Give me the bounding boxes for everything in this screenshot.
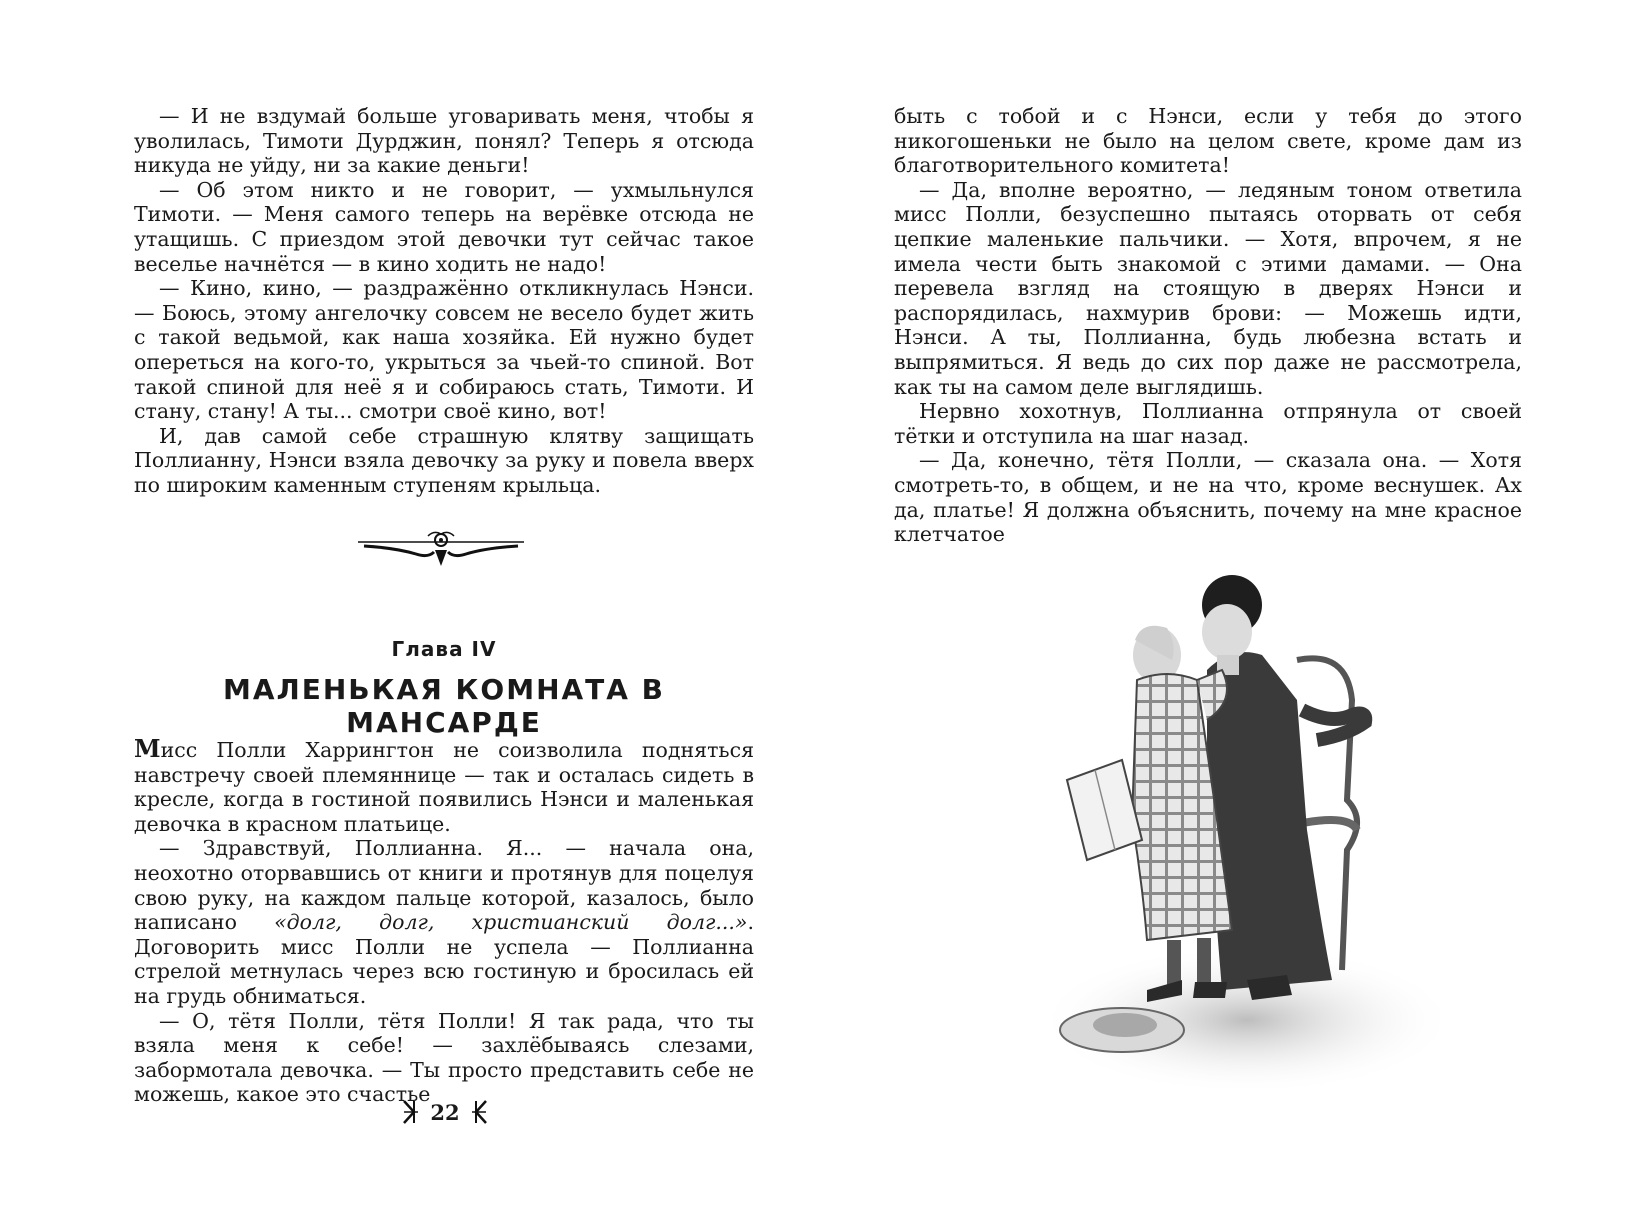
right-top-text (894, 104, 1522, 547)
paragraph: — Кино, кино, — раздражённо откликнулась Нэнси. — Боюсь, этому ангелочку совсем не весело будет жить с такой ведьмой, как наша хозяйка. Ей нужно будет опереться на кого-то, укрыться за чьей-то спиной. Вот такой спиной для неё я и собираюсь стать, Тимоти. И стану, стану! А ты... смотри своё кино, вот! (134, 276, 754, 424)
drop-cap: М (134, 734, 161, 763)
right-arrow-ornament-icon (470, 1099, 488, 1125)
left-top-text (134, 104, 754, 498)
illustration-image (1047, 550, 1462, 1110)
chapter-label: Глава IV (391, 637, 497, 661)
paragraph: быть с тобой и с Нэнси, если у тебя до этого никогошеньки не было на целом свете, кроме дам из благотворительного комитета! (894, 104, 1522, 178)
paragraph: И, дав самой себе страшную клятву защищать Поллианну, Нэнси взяла девочку за руку и повела вверх по широким каменным ступеням крыльца. (134, 423, 754, 497)
page-number: 22 (430, 1099, 460, 1125)
chapter-title: МАЛЕНЬКАЯ КОМНАТА В МАНСАРДЕ (222, 673, 666, 739)
paragraph: — О, тётя Полли, тётя Полли! Я так рада, что ты взяла меня к себе! — захлёбываясь слезами, забормотала девочка. — Ты просто представить себе не можешь, какое это счастье (134, 1008, 754, 1107)
paragraph: — И не вздумай больше уговаривать меня, чтобы я уволилась, Тимоти Дурджин, понял? Теперь я отсюда никуда не уйду, ни за какие деньги! (134, 104, 754, 178)
ornament-divider-icon (356, 526, 526, 576)
italic-quote: «долг, долг, христианский долг...» (274, 910, 748, 935)
right-page (825, 0, 1650, 1211)
paragraph: — Об этом никто и не говорит, — ухмыльнулся Тимоти. — Меня самого теперь на верёвке отсюда не утащишь. С приездом этой девочки тут сейчас такое веселье начнётся — в кино ходить не надо! (134, 177, 754, 276)
paragraph (134, 836, 754, 1008)
paragraph (134, 734, 754, 836)
left-arrow-ornament-icon (402, 1099, 420, 1125)
paragraph-text: — Здравствуй, Поллианна. Я... — начала она, неохотно оторвавшись от книги и протянув для поцелуя свою руку, на каждом пальце которой, казалось, было написано (134, 836, 754, 935)
left-body-text (134, 734, 755, 1107)
paragraph-text: . Договорить мисс Полли не успела — Поллианна стрелой метнулась через всю гостиную и бросилась ей на грудь обниматься. (134, 910, 755, 1008)
page-footer (380, 1095, 510, 1129)
paragraph: — Да, вполне вероятно, — ледяным тоном ответила мисс Полли, безуспешно пытаясь оторвать от себя цепкие маленькие пальчики. — Хотя, впрочем, я не имела чести быть знакомой с этими дамами. — Она перевела взгляд на стоящую в дверях Нэнси и распорядилась, нахмурив брови: — Можешь идти, Нэнси. А ты, Поллианна, будь любезна встать и выпрямиться. Я ведь до сих пор даже не рассмотрела, как ты на самом деле выглядишь. (894, 177, 1522, 399)
paragraph: Нервно хохотнув, Поллианна отпрянула от своей тётки и отступила на шаг назад. (894, 399, 1522, 448)
paragraph-text: исс Полли Харрингтон не соизволила подняться навстречу своей племяннице — так и осталась сидеть в кресле, когда в гостиной появились Нэнси и маленькая девочка в красном платьице. (134, 738, 754, 836)
paragraph: — Да, конечно, тётя Полли, — сказала она. — Хотя смотреть-то, в общем, и не на что, кроме веснушек. Ах да, платье! Я должна объяснить, почему на мне красное клетчатое (894, 448, 1522, 547)
